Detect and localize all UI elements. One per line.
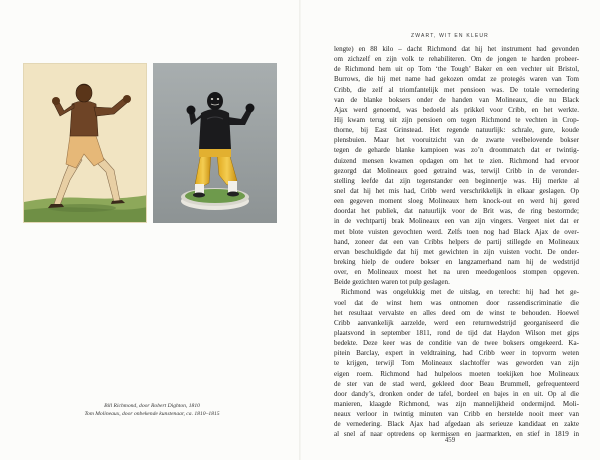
text-line: met blote vuisten gevochten werd. Zelfs toen nog had Black Ajax de over- — [334, 227, 579, 236]
text-line: de Richmond hem uit op Tom ‘the Tough’ Baker en een vechter uit Bristol, — [334, 65, 579, 74]
text-line: van de blanke boksers onder de handen van Molineaux, die nu Black — [334, 95, 579, 104]
text-line: het resultaat vervalste en alles deed om de winst te behouden. Hoewel — [334, 308, 579, 317]
text-line: breking hielp de oudere bokser en langzamerhand nam hij de wedstrijd — [334, 257, 579, 266]
text-line: hand, zoneer dat een van Cribbs helpers de partij stillegde en Molineaux — [334, 237, 579, 246]
text-line: om zichzelf en zijn volk te rehabiliteren. Om de jongen te harden probeer- — [334, 55, 579, 64]
text-line: tegen de geharde blanke kampioen was zo’n droommatch dat er twintig- — [334, 146, 579, 155]
text-line: Cribb, die zelf al triomfantelijk met pensioen was. De totale vernedering — [334, 85, 579, 94]
text-line: pitein Barclay, expert in veldtraining, had Cribb weer in topvorm weten — [334, 349, 579, 358]
text-line: Hij kwam terug uit zijn pensioen om tegen Richmond te vechten in Crop- — [334, 115, 579, 124]
text-line: manieren, klaagde Richmond, was zijn mannelijkheid ondermijnd. Moli- — [334, 399, 579, 408]
text-line: bedekte. Deze keer was de conditie van de twee boksers omgekeerd. Ka- — [334, 339, 579, 348]
text-line: de vernedering. Black Ajax had afgedaan als serieuze kandidaat en zakte — [334, 420, 579, 429]
richmond-portrait-image — [23, 63, 147, 223]
text-line: plensbuien. Maar het vooruitzicht van de zwarte veelbelovende bokser — [334, 136, 579, 145]
text-line: Richmond was ongelukkig met de uitslag, en terecht: hij had het ge- — [341, 288, 579, 297]
molineaux-figurine-image — [153, 63, 277, 223]
text-line: neaux verloor in twintig minuten van Cribb en herstelde nooit meer van — [334, 410, 579, 419]
text-line: gezorgd dat Molineaux goed getraind was, terwijl Cribb in de veronder- — [334, 166, 579, 175]
image-caption-richmond: Bill Richmond, door Robert Dighton, 1810 — [104, 403, 200, 409]
text-line: voel dat de winst hem was ontnomen door rassendiscriminatie die — [334, 298, 579, 307]
boxer-engraving-illustration — [24, 64, 147, 223]
boxer-figurine-illustration — [153, 63, 277, 223]
text-line: snel dat hij het mis had, Cribb werd verschrikkelijk in elkaar geslagen. Op — [334, 186, 579, 195]
text-line: duizend mensen kwamen opdagen om het te zien. Richmond had ervoor — [334, 156, 579, 165]
body-text — [334, 44, 579, 439]
text-line: Burrows, die hij met name had gekozen omdat ze protegés waren van Tom — [334, 75, 579, 84]
text-line: lengte) en 88 kilo – dacht Richmond dat hij het instrument had gevonden — [334, 45, 579, 53]
text-line: over, en Molineaux moest het na uren meedogenloos stompen opgeven. — [334, 268, 579, 277]
text-line: de ster van de stad werd, gekleed door Beau Brummell, gefrequenteerd — [334, 379, 579, 388]
right-page — [300, 0, 600, 460]
text-line: in de vechtpartij brak Molineaux een van zijn vingers. Vergeet niet dat er — [334, 217, 579, 226]
text-line: Cribb aanvankelijk aarzelde, werd een returnwedstrijd georganiseerd die — [334, 318, 579, 327]
text-line: thorne, bij East Grinstead. Het regende natuurlijk: schrale, gure, koude — [334, 126, 579, 135]
text-line: plaatsvond in september 1811, rond de tijd dat Haydon Wilson met gips — [334, 328, 579, 337]
text-line: ervan beschuldigde dat hij met gewichten in zijn vuisten vocht. De onder- — [334, 247, 579, 256]
image-caption-molineaux: Tom Molineaux, door onbekende kunstenaar, ca. 1810–1815 — [84, 411, 220, 417]
text-line: door dandy’s, dronken onder de tafel, bordeel en bajes in en uit. Op al die — [334, 389, 579, 398]
text-line: doordat het publiek, dat natuurlijk voor de Brit was, de ring bestormde; — [334, 207, 579, 216]
text-line: Ajax werd genoemd, was bedoeld als prikkel voor Cribb, en het werkte. — [334, 105, 579, 114]
text-line: stelling leefde dat zijn tegenstander een beginnertje was. Hij merkte al — [334, 176, 579, 185]
text-line: te krijgen, terwijl Tom Molineaux slachtoffer was geworden van zijn — [334, 359, 579, 368]
text-line: een gegeven moment sloeg Molineaux hem knock-out en werd hij gered — [334, 197, 579, 206]
text-line: Beide gezichten waren tot pulp geslagen. — [334, 278, 450, 287]
text-line: al snel af naar optredens op kermissen en jaarmarkten, en stief in 1819 in — [334, 430, 579, 439]
text-line: eigen roem. Richmond had hulpeloos moeten toekijken hoe Molineaux — [334, 369, 579, 378]
page-number: 459 — [444, 437, 456, 444]
running-head: ZWART, WIT EN KLEUR — [411, 33, 489, 39]
